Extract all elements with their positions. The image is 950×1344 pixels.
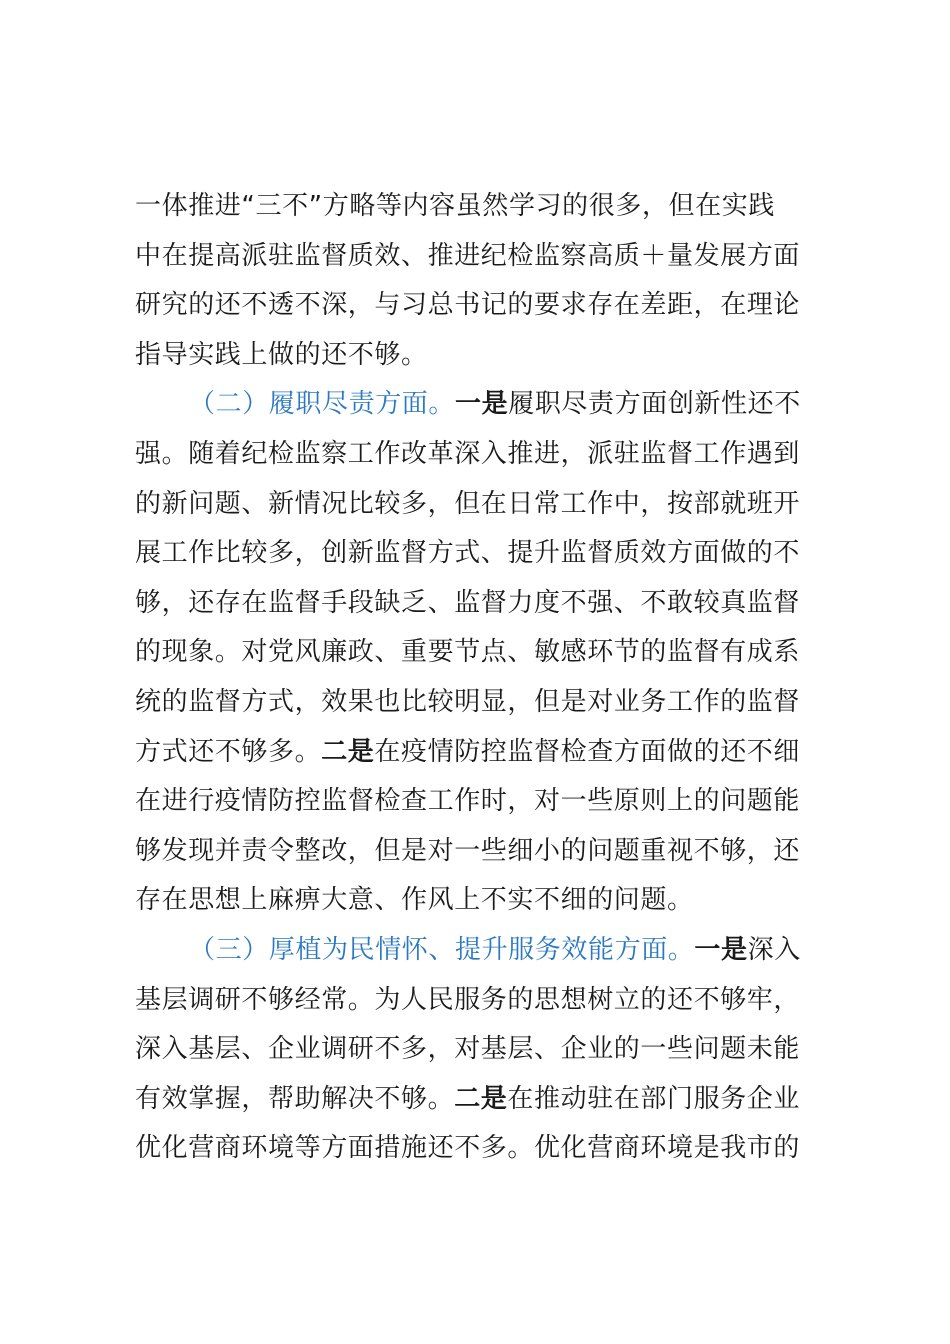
- text-line: [135, 777, 835, 827]
- body-text-segment: 深入基层、企业调研不多，对基层、企业的一些问题未能: [135, 1034, 801, 1065]
- body-text-segment: 基层调研不够经常。为人民服务的思想树立的还不够牢，: [135, 984, 801, 1015]
- body-text-segment: 存在思想上麻痹大意、作风上不实不细的问题。: [135, 885, 694, 916]
- body-text-segment: 一体推进“三不”方略等内容虽然学习的很多，但在实践: [135, 191, 775, 221]
- text-line: [135, 480, 835, 530]
- text-line: [135, 331, 835, 381]
- section-heading: （三）厚植为民情怀、提升服务效能方面。: [189, 934, 695, 965]
- text-line: [135, 678, 835, 728]
- text-line: [135, 628, 835, 678]
- text-line: [135, 926, 835, 976]
- body-text-segment: 够，还存在监督手段缺乏、监督力度不强、不敢较真监督: [135, 587, 801, 618]
- text-line: [135, 1124, 835, 1174]
- text-line: [135, 380, 835, 430]
- body-text-segment: 统的监督方式，效果也比较明显，但是对业务工作的监督: [135, 686, 801, 717]
- body-text-segment: 优化营商环境等方面措施还不多。优化营商环境是我市的: [135, 1133, 801, 1164]
- section-heading: （二）履职尽责方面。: [189, 389, 456, 420]
- body-text-segment: 有效掌握，帮助解决不够。: [135, 1083, 455, 1114]
- document-body: [135, 182, 835, 1174]
- text-line: [135, 529, 835, 579]
- body-text-segment: 在推动驻在部门服务企业: [507, 1083, 801, 1114]
- text-line: [135, 1025, 835, 1075]
- body-text-segment: 深入: [747, 934, 801, 965]
- body-text-segment: 指导实践上做的还不够。: [135, 339, 428, 370]
- body-text-segment: 履职尽责方面创新性还不: [508, 389, 801, 420]
- body-text-segment: 在疫情防控监督检查方面做的还不细: [374, 736, 801, 767]
- body-text-segment: 方式还不够多。: [135, 736, 322, 767]
- text-line: [135, 182, 835, 232]
- body-text-segment: 展工作比较多，创新监督方式、提升监督质效方面做的不: [135, 538, 801, 569]
- body-text-segment: 在进行疫情防控监督检查工作时，对一些原则上的问题能: [135, 786, 801, 817]
- point-lead: 一是: [694, 934, 748, 965]
- text-line: [135, 1075, 835, 1125]
- text-line: [135, 876, 835, 926]
- text-line: [135, 579, 835, 629]
- text-line: [135, 281, 835, 331]
- text-line: [135, 232, 835, 282]
- body-text-segment: 研究的还不透不深，与习总书记的要求存在差距，在理论: [135, 290, 801, 321]
- point-lead: 一是: [455, 389, 509, 420]
- point-lead: 二是: [454, 1083, 508, 1114]
- body-text-segment: 的新问题、新情况比较多，但在日常工作中，按部就班开: [135, 488, 801, 519]
- body-text-segment: 够发现并责令整改，但是对一些细小的问题重视不够，还: [135, 835, 801, 866]
- body-text-segment: 强。随着纪检监察工作改革深入推进，派驻监督工作遇到: [135, 438, 801, 469]
- point-lead: 二是: [321, 736, 375, 767]
- text-line: [135, 976, 835, 1026]
- text-line: [135, 430, 835, 480]
- body-text-segment: 的现象。对党风廉政、重要节点、敏感环节的监督有成系: [135, 637, 801, 668]
- text-line: [135, 728, 835, 778]
- body-text-segment: 中在提高派驻监督质效、推进纪检监察高质＋量发展方面: [135, 240, 801, 271]
- text-line: [135, 827, 835, 877]
